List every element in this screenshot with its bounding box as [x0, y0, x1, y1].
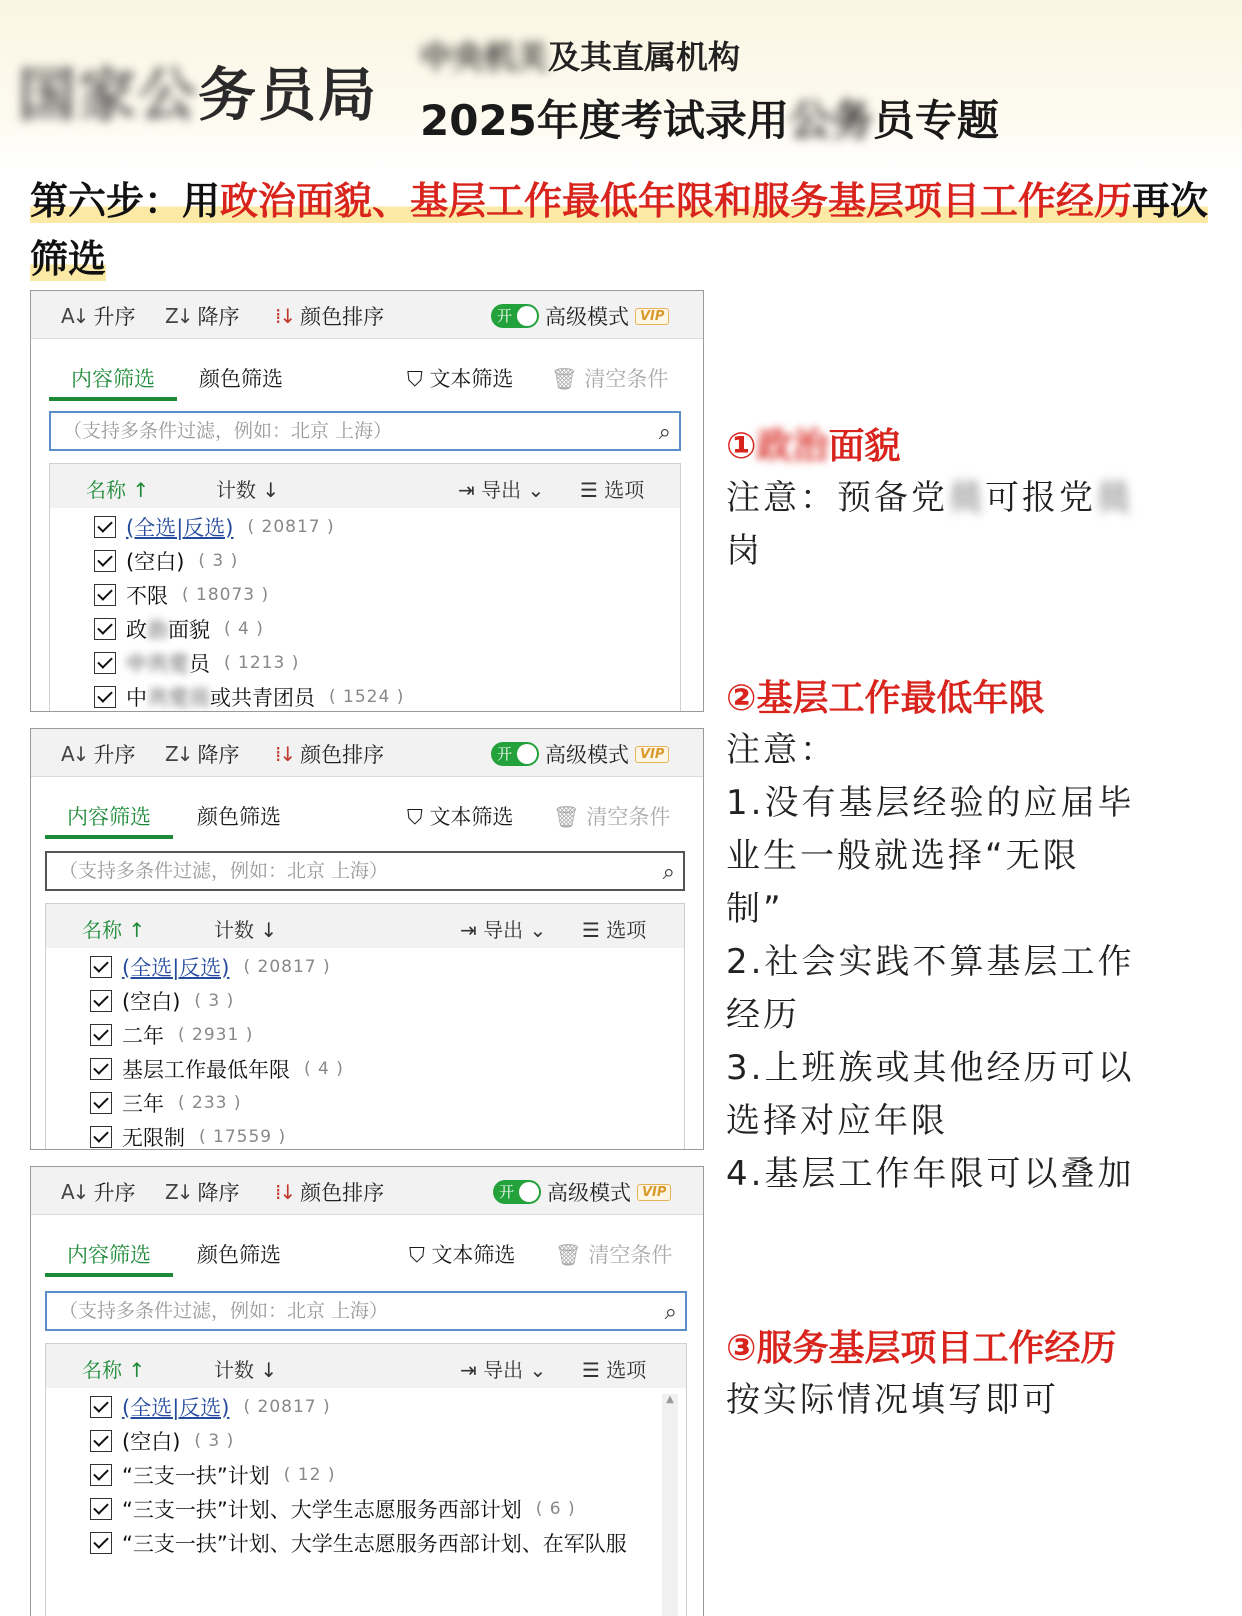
- note-political: [726, 422, 1196, 578]
- checkbox[interactable]: [90, 1498, 112, 1520]
- list-item[interactable]: [94, 680, 404, 712]
- step-prefix: 第六步：用: [30, 179, 221, 223]
- vip-badge: VIP: [637, 1184, 671, 1201]
- col-name-sort[interactable]: 名称 ↑: [82, 918, 146, 942]
- header-banner: [0, 0, 1242, 170]
- menu-icon: ☰: [582, 1358, 607, 1382]
- toggle-switch[interactable]: 开: [491, 742, 539, 766]
- item-label: 三年: [122, 1092, 164, 1116]
- list-item[interactable]: [90, 1526, 650, 1560]
- item-count: ( 2931 ): [178, 1025, 254, 1045]
- advanced-mode-label: 高级模式: [545, 305, 629, 329]
- sort-asc-icon: A↓: [61, 304, 88, 328]
- active-tab-underline: [45, 835, 173, 839]
- note-1-title-blurred: 政治: [756, 426, 829, 467]
- export-label: 导出: [481, 478, 522, 502]
- checkbox[interactable]: [90, 990, 112, 1012]
- tab-content-filter[interactable]: 内容筛选: [71, 367, 155, 391]
- clear-conditions-button[interactable]: [553, 801, 670, 831]
- trash-icon: 🗑: [551, 367, 585, 391]
- list-item[interactable]: [90, 1458, 335, 1492]
- note-2-line: 经历: [726, 995, 800, 1035]
- sort-toolbar: [31, 1167, 703, 1215]
- item-label: (空白): [122, 1430, 181, 1454]
- list-item[interactable]: [90, 1018, 253, 1052]
- clear-label: 清空条件: [584, 367, 669, 391]
- sort-toolbar: [31, 729, 703, 777]
- search-icon[interactable]: ⌕: [664, 1300, 677, 1325]
- item-label-blurred: 中共党: [126, 652, 189, 676]
- filter-search-input[interactable]: [45, 1291, 687, 1331]
- checkbox[interactable]: [90, 1430, 112, 1452]
- note-3-body: 按实际情况填写即可: [726, 1380, 1059, 1420]
- checkbox[interactable]: [90, 1024, 112, 1046]
- menu-icon: ☰: [582, 918, 607, 942]
- list-header: [46, 904, 684, 948]
- toggle-switch[interactable]: 开: [493, 1180, 541, 1204]
- vip-badge: VIP: [635, 308, 669, 325]
- list-item[interactable]: [94, 646, 299, 680]
- search-placeholder: （支持多条件过滤，例如：北京 上海）: [59, 1300, 389, 1322]
- funnel-icon: ⛉: [407, 805, 430, 829]
- color-sort-button[interactable]: [275, 1177, 384, 1207]
- note-2-line: 2.社会实践不算基层工作: [726, 942, 1135, 982]
- export-button[interactable]: ⇥ 导出 ⌄: [460, 918, 547, 942]
- sort-asc-label: 升序: [93, 305, 136, 329]
- item-label: “三支一扶”计划、大学生志愿服务西部计划: [122, 1498, 522, 1522]
- note-2-line: 1.没有基层经验的应届毕: [726, 783, 1135, 823]
- subtitle-1-visible: 及其直属机构: [548, 38, 741, 76]
- export-button[interactable]: ⇥ 导出 ⌄: [458, 478, 545, 502]
- col-count-label: 计数: [214, 1358, 254, 1382]
- item-label: (空白): [122, 990, 181, 1014]
- options-label: 选项: [606, 918, 647, 942]
- subtitle-line-1: [420, 32, 740, 78]
- text-filter-button[interactable]: [409, 1239, 515, 1269]
- checkbox[interactable]: [94, 618, 116, 640]
- sort-desc-label: 降序: [197, 743, 240, 767]
- bureau-title-visible: 务员局: [198, 61, 379, 129]
- color-sort-icon: ⁞↓: [275, 742, 295, 766]
- col-count-label: 计数: [214, 918, 254, 942]
- step-suffix: 再次筛选: [30, 179, 1209, 281]
- search-icon[interactable]: ⌕: [658, 420, 671, 445]
- item-label: 面貌: [168, 618, 210, 642]
- col-name-label: 名称: [82, 1358, 122, 1382]
- filter-tabs: [31, 1215, 703, 1285]
- note-2-line: 选择对应年限: [726, 1101, 948, 1141]
- sort-desc-button[interactable]: [165, 1177, 239, 1207]
- item-label: 或共青团员: [210, 686, 315, 710]
- note-1-body: [726, 472, 1196, 578]
- color-sort-button[interactable]: [275, 739, 384, 769]
- checkbox[interactable]: [94, 686, 116, 708]
- tab-content-filter[interactable]: 内容筛选: [67, 1243, 151, 1267]
- item-count: ( 4 ): [224, 619, 264, 639]
- color-sort-label: 颜色排序: [300, 1181, 385, 1205]
- export-button[interactable]: ⇥ 导出 ⌄: [460, 1358, 547, 1382]
- note-service-project: [726, 1324, 1196, 1427]
- sort-desc-button[interactable]: [165, 301, 239, 331]
- sort-toolbar: [31, 291, 703, 339]
- list-header: [50, 464, 680, 508]
- note-1-number: ①: [726, 426, 757, 467]
- clear-conditions-button[interactable]: [555, 1239, 672, 1269]
- col-name-sort[interactable]: 名称 ↑: [82, 1358, 146, 1382]
- sort-asc-button[interactable]: [61, 301, 135, 331]
- item-count: ( 3 ): [198, 551, 239, 571]
- list-item[interactable]: [90, 1424, 234, 1458]
- item-label-blurred: 治: [147, 618, 168, 642]
- checkbox[interactable]: [90, 1464, 112, 1486]
- note-2-line: 4.基层工作年限可以叠加: [726, 1154, 1135, 1194]
- list-item[interactable]: [90, 1052, 344, 1086]
- sort-asc-label: 升序: [93, 743, 136, 767]
- tab-color-filter[interactable]: 颜色筛选: [197, 1243, 281, 1267]
- bureau-title-blurred: 国家公: [18, 61, 199, 129]
- item-label: 基层工作最低年限: [122, 1058, 290, 1082]
- sort-asc-icon: A↓: [61, 742, 88, 766]
- col-name-label: 名称: [86, 478, 126, 502]
- subtitle-2-blurred: 公务: [788, 96, 873, 145]
- filter-panel-service-project: [30, 1166, 704, 1616]
- note-1-blurred: 员: [1096, 478, 1133, 518]
- checkbox[interactable]: [94, 584, 116, 606]
- options-button[interactable]: [580, 474, 644, 503]
- options-label: 选项: [604, 478, 645, 502]
- col-count-label: 计数: [216, 478, 256, 502]
- options-button[interactable]: [582, 1354, 646, 1383]
- export-icon: ⇥: [460, 1358, 484, 1382]
- note-2-body: [726, 724, 1196, 1201]
- list-item[interactable]: [94, 578, 269, 612]
- list-item[interactable]: [90, 1492, 576, 1526]
- item-label-blurred: 共党员: [147, 686, 210, 710]
- color-sort-icon: ⁞↓: [275, 1180, 295, 1204]
- bureau-title: [18, 48, 378, 132]
- col-count-sort[interactable]: 计数 ↓: [214, 1358, 278, 1382]
- sort-desc-icon: Z↓: [165, 742, 192, 766]
- text-filter-label: 文本筛选: [429, 367, 514, 391]
- select-all-link[interactable]: (全选|反选): [126, 516, 234, 540]
- note-1-title-text: 面貌: [828, 426, 901, 467]
- trash-icon: 🗑: [553, 805, 587, 829]
- options-label: 选项: [606, 1358, 647, 1382]
- item-count: ( 233 ): [178, 1093, 242, 1113]
- col-name-label: 名称: [82, 918, 122, 942]
- text-filter-button[interactable]: [407, 801, 513, 831]
- item-count: ( 1213 ): [224, 653, 300, 673]
- list-item[interactable]: [90, 950, 331, 984]
- note-2-line: 业生一般就选择“无限: [726, 836, 1080, 876]
- list-header: [46, 1344, 686, 1388]
- sort-desc-icon: Z↓: [165, 304, 192, 328]
- note-2-line: 制”: [726, 889, 784, 929]
- col-name-sort[interactable]: 名称 ↑: [86, 478, 150, 502]
- active-tab-underline: [49, 397, 177, 401]
- filter-tabs: [31, 777, 703, 847]
- item-count: ( 4 ): [304, 1059, 344, 1079]
- note-2-line: 3.上班族或其他经历可以: [726, 1048, 1135, 1088]
- step-highlight: 政治面貌、基层工作最低年限和服务基层项目工作经历: [220, 179, 1133, 223]
- list-item[interactable]: [90, 1120, 286, 1150]
- col-count-sort[interactable]: 计数 ↓: [216, 478, 280, 502]
- clear-conditions-button[interactable]: [551, 363, 668, 393]
- list-item[interactable]: [90, 984, 234, 1018]
- advanced-mode-label: 高级模式: [545, 743, 629, 767]
- list-scrollbar[interactable]: [662, 1394, 678, 1616]
- item-count: ( 12 ): [283, 1465, 336, 1485]
- clear-label: 清空条件: [586, 805, 671, 829]
- color-sort-label: 颜色排序: [300, 743, 385, 767]
- color-sort-button[interactable]: [275, 301, 384, 331]
- note-2-title: ②基层工作最低年限: [726, 678, 1045, 719]
- options-button[interactable]: [582, 914, 646, 943]
- list-item[interactable]: [94, 544, 238, 578]
- item-label: 二年: [122, 1024, 164, 1048]
- item-count: ( 18073 ): [182, 585, 270, 605]
- sort-asc-label: 升序: [93, 1181, 136, 1205]
- list-item[interactable]: [90, 1086, 242, 1120]
- sort-desc-button[interactable]: [165, 739, 239, 769]
- toggle-switch[interactable]: 开: [491, 304, 539, 328]
- checkbox[interactable]: [94, 652, 116, 674]
- color-sort-label: 颜色排序: [300, 305, 385, 329]
- checkbox[interactable]: [90, 1126, 112, 1148]
- checkbox[interactable]: [94, 550, 116, 572]
- export-label: 导出: [483, 1358, 524, 1382]
- clear-label: 清空条件: [588, 1243, 673, 1267]
- text-filter-label: 文本筛选: [431, 1243, 516, 1267]
- export-icon: ⇥: [458, 478, 482, 502]
- value-list: [45, 903, 685, 1150]
- list-item[interactable]: [94, 510, 335, 544]
- item-count: ( 20817 ): [243, 1397, 331, 1417]
- advanced-mode-toggle[interactable]: [491, 739, 669, 769]
- col-count-sort[interactable]: 计数 ↓: [214, 918, 278, 942]
- note-1-text-b: 可报党: [985, 478, 1096, 518]
- note-3-title: ③服务基层项目工作经历: [726, 1328, 1117, 1369]
- item-label: 员: [189, 652, 210, 676]
- note-1-title: [726, 422, 1196, 472]
- advanced-mode-toggle[interactable]: [491, 301, 669, 331]
- scroll-up-icon[interactable]: ▲: [666, 1394, 674, 1405]
- item-count: ( 17559 ): [199, 1127, 287, 1147]
- filter-search-input[interactable]: [45, 851, 685, 891]
- value-list: [49, 463, 681, 712]
- search-placeholder: （支持多条件过滤，例如：北京 上海）: [59, 860, 389, 882]
- funnel-icon: ⛉: [409, 1243, 432, 1267]
- item-label: 不限: [126, 584, 168, 608]
- note-min-years: [726, 674, 1196, 1201]
- tab-color-filter[interactable]: 颜色筛选: [199, 367, 283, 391]
- note-1-text-c: 岗: [726, 531, 763, 571]
- item-count: ( 6 ): [535, 1499, 576, 1519]
- item-label: 政: [126, 618, 147, 642]
- item-count: ( 3 ): [194, 1431, 235, 1451]
- sort-asc-icon: A↓: [61, 1180, 88, 1204]
- tab-color-filter[interactable]: 颜色筛选: [197, 805, 281, 829]
- sort-desc-icon: Z↓: [165, 1180, 192, 1204]
- filter-panel-min-years: [30, 728, 704, 1150]
- export-icon: ⇥: [460, 918, 484, 942]
- item-count: ( 20817 ): [247, 517, 335, 537]
- step-heading: [30, 172, 1210, 288]
- list-item[interactable]: [94, 612, 264, 646]
- item-label: (空白): [126, 550, 185, 574]
- subtitle-2-a: 2025年度考试录用: [420, 96, 789, 145]
- select-all-link[interactable]: (全选|反选): [122, 956, 230, 980]
- sort-desc-label: 降序: [197, 1181, 240, 1205]
- subtitle-1-blurred: 中央机关: [420, 38, 549, 76]
- note-2-line: 注意：: [726, 730, 837, 770]
- select-all-link[interactable]: (全选|反选): [122, 1396, 230, 1420]
- item-count: ( 1524 ): [329, 687, 405, 707]
- advanced-mode-toggle[interactable]: [493, 1177, 671, 1207]
- active-tab-underline: [45, 1273, 173, 1277]
- sort-desc-label: 降序: [197, 305, 240, 329]
- text-filter-label: 文本筛选: [429, 805, 514, 829]
- filter-search-input[interactable]: [49, 411, 681, 451]
- trash-icon: 🗑: [555, 1243, 589, 1267]
- note-1-text-a: 注意：预备党: [726, 478, 948, 518]
- list-item[interactable]: [90, 1390, 331, 1424]
- vip-badge: VIP: [635, 746, 669, 763]
- checkbox[interactable]: [90, 1058, 112, 1080]
- color-sort-icon: ⁞↓: [275, 304, 295, 328]
- subtitle-line-2: [420, 88, 999, 148]
- filter-tabs: [31, 339, 703, 409]
- search-placeholder: （支持多条件过滤，例如：北京 上海）: [63, 420, 393, 442]
- menu-icon: ☰: [580, 478, 605, 502]
- item-count: ( 3 ): [194, 991, 235, 1011]
- filter-panel-political: [30, 290, 704, 712]
- subtitle-2-b: 员专题: [872, 96, 999, 145]
- advanced-mode-label: 高级模式: [547, 1181, 631, 1205]
- item-label: 中: [126, 686, 147, 710]
- checkbox[interactable]: [90, 1396, 112, 1418]
- sort-asc-button[interactable]: [61, 1177, 135, 1207]
- checkbox[interactable]: [94, 516, 116, 538]
- search-icon[interactable]: ⌕: [662, 860, 675, 885]
- tab-content-filter[interactable]: 内容筛选: [67, 805, 151, 829]
- text-filter-button[interactable]: [407, 363, 513, 393]
- item-count: ( 20817 ): [243, 957, 331, 977]
- checkbox[interactable]: [90, 956, 112, 978]
- item-label: “三支一扶”计划、大学生志愿服务西部计划、在军队服: [122, 1532, 627, 1556]
- note-1-blurred: 员: [948, 478, 985, 518]
- item-label: 无限制: [122, 1126, 185, 1150]
- sort-asc-button[interactable]: [61, 739, 135, 769]
- checkbox[interactable]: [90, 1092, 112, 1114]
- value-list: [45, 1343, 687, 1616]
- item-label: “三支一扶”计划: [122, 1464, 270, 1488]
- checkbox[interactable]: [90, 1532, 112, 1554]
- funnel-icon: ⛉: [407, 367, 430, 391]
- export-label: 导出: [483, 918, 524, 942]
